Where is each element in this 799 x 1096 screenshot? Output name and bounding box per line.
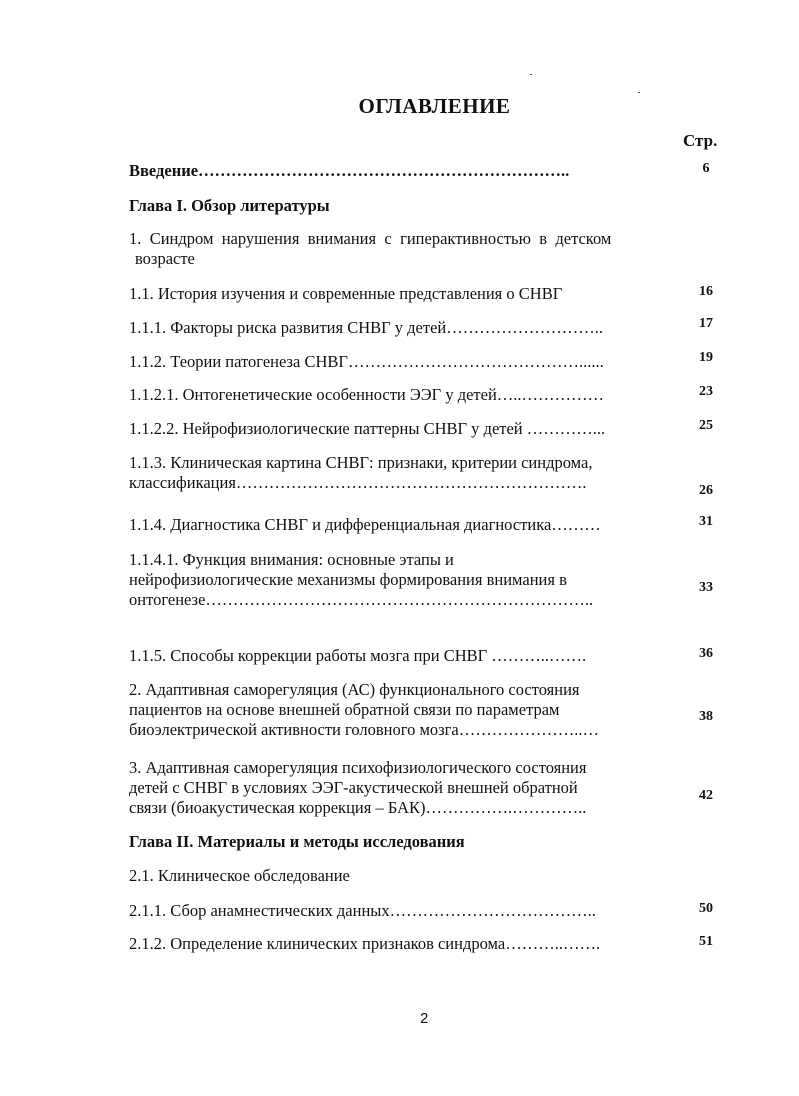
scan-speck xyxy=(638,92,640,93)
toc-entry-text: Глава I. Обзор литературы xyxy=(129,196,330,215)
toc-page-number: 16 xyxy=(699,284,713,299)
toc-entry-text: 3. Адаптивная саморегуляция психофизиологического состояния xyxy=(129,758,587,777)
toc-page-number: 33 xyxy=(699,580,713,595)
toc-entry[interactable] xyxy=(129,453,669,493)
toc-entry-text: 1.1.2. Теории патогенеза СНВГ……………………………………...... xyxy=(129,352,604,371)
toc-entry-text: 1.1.4. Диагностика СНВГ и дифференциальная диагностика……… xyxy=(129,515,601,534)
toc-entry-text: пациентов на основе внешней обратной связи по параметрам xyxy=(129,700,560,719)
toc-entry-text: Введение………………………………………………………….. xyxy=(129,161,570,180)
toc-entry[interactable] xyxy=(129,229,669,269)
toc-entry[interactable] xyxy=(129,550,669,610)
toc-entry-text: онтогенезе…………………………………………………………….. xyxy=(129,590,594,609)
toc-entry[interactable] xyxy=(129,901,669,921)
toc-entry-text: Глава II. Материалы и методы исследования xyxy=(129,832,465,851)
toc-entry-text: 1.1.5. Способы коррекции работы мозга при СНВГ ………..……. xyxy=(129,646,587,665)
toc-page-number: 38 xyxy=(699,709,713,724)
toc-entry[interactable] xyxy=(129,352,669,372)
toc-page-number: 50 xyxy=(699,901,713,916)
toc-entry-text: 1.1.1. Факторы риска развития СНВГ у детей……………………….. xyxy=(129,318,603,337)
toc-entry-text: 2. Адаптивная саморегуляция (АС) функционального состояния xyxy=(129,680,580,699)
toc-entry[interactable] xyxy=(129,515,669,535)
toc-page-number: 36 xyxy=(699,646,713,661)
toc-entry[interactable] xyxy=(129,419,669,439)
toc-entry[interactable] xyxy=(129,758,669,818)
toc-title-container xyxy=(0,94,799,119)
toc-entry[interactable] xyxy=(129,385,669,405)
toc-page-number: 26 xyxy=(699,483,713,498)
toc-entry-text: 1.1.3. Клиническая картина СНВГ: признаки, критерии синдрома, xyxy=(129,453,593,472)
toc-entry-text: 1.1. История изучения и современные представления о СНВГ xyxy=(129,284,563,303)
toc-page-number: 17 xyxy=(699,316,713,331)
toc-entry[interactable] xyxy=(129,866,669,886)
toc-entry-text: 1.1.4.1. Функция внимания: основные этапы и xyxy=(129,550,454,569)
toc-entry[interactable] xyxy=(129,934,669,954)
page-footer-number: 2 xyxy=(420,1010,429,1027)
page-title: ОГЛАВЛЕНИЕ xyxy=(358,94,511,118)
toc-entry-text: 1.1.2.1. Онтогенетические особенности ЭЭГ у детей…..…………… xyxy=(129,385,605,404)
toc-entry[interactable] xyxy=(129,680,669,740)
toc-entry-text: 2.1.2. Определение клинических признаков синдрома………..……. xyxy=(129,934,601,953)
toc-entry-introduction[interactable] xyxy=(129,161,669,181)
toc-entry-text: 1. Синдром нарушения внимания с гиперактивностью в детском xyxy=(129,229,612,248)
toc-page-number: 19 xyxy=(699,350,713,365)
toc-chapter-heading[interactable] xyxy=(129,196,669,216)
toc-entry-text: 1.1.2.2. Нейрофизиологические паттерны СНВГ у детей …………... xyxy=(129,419,606,438)
toc-page-number: 42 xyxy=(699,788,713,803)
toc-entry-text: 2.1. Клиническое обследование xyxy=(129,866,350,885)
toc-entry-text: биоэлектрической активности головного мозга…………………..… xyxy=(129,720,600,739)
toc-entry-text: возрасте xyxy=(135,249,195,268)
toc-entry-text: нейрофизиологические механизмы формирования внимания в xyxy=(129,570,567,589)
toc-entry-text: детей с СНВГ в условиях ЭЭГ-акустической внешней обратной xyxy=(129,778,578,797)
toc-chapter-heading[interactable] xyxy=(129,832,669,852)
toc-entry[interactable] xyxy=(129,318,669,338)
toc-entry-text: связи (биоакустическая коррекция – БАК)…………….………….. xyxy=(129,798,587,817)
toc-page-number: 25 xyxy=(699,418,713,433)
toc-entry[interactable] xyxy=(129,646,669,666)
toc-page-number: 6 xyxy=(702,161,710,176)
toc-page-number: 51 xyxy=(699,934,713,949)
toc-page-number: 31 xyxy=(699,514,713,529)
page-column-header: Стр. xyxy=(683,131,718,150)
toc-entry[interactable] xyxy=(129,284,669,304)
toc-page-number: 23 xyxy=(699,384,713,399)
scan-speck xyxy=(530,74,532,75)
toc-entry-text: 2.1.1. Сбор анамнестических данных……………………………….. xyxy=(129,901,596,920)
toc-entry-text: классификация………………………………………………………. xyxy=(129,473,587,492)
